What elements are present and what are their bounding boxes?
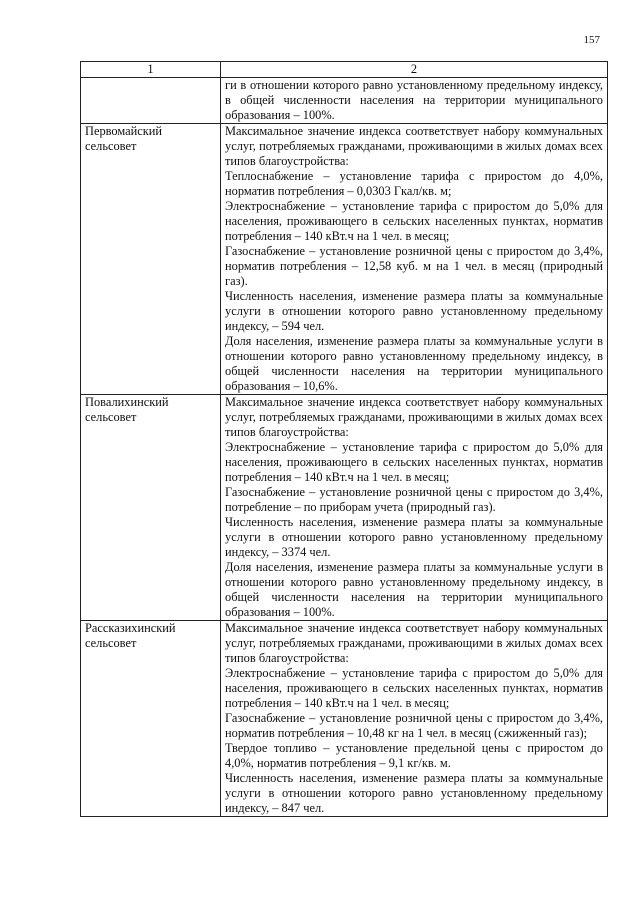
municipality-name: Первомайский сельсовет [81,124,221,395]
table-row [81,395,608,621]
paragraph: Численность населения, изменение размера платы за коммунальные услуги в отношении которого равно установленному предельному индексу, – 594 чел. [225,289,603,333]
paragraph: Численность населения, изменение размера платы за коммунальные услуги в отношении которого равно установленному предельному индексу, – 3374 чел. [225,515,603,559]
paragraph: Электроснабжение – установление тарифа с приростом до 5,0% для населения, проживающего в сельских населенных пунктах, норматив потребления – 140 кВт.ч на 1 чел. в месяц; [225,199,603,243]
row-description [221,78,608,124]
municipality-name: Рассказихинский сельсовет [81,621,221,817]
paragraph: Твердое топливо – установление предельной цены с приростом до 4,0%, норматив потребления – 9,1 кг/кв. м. [225,741,603,770]
paragraph: Доля населения, изменение размера платы за коммунальные услуги в отношении которого равно установленному предельному индексу, в общей численности населения на территории муниципального образования – 100%. [225,560,603,619]
row-description [221,621,608,817]
row-description [221,395,608,621]
document-table [80,61,608,817]
municipality-name [81,78,221,124]
paragraph: Численность населения, изменение размера платы за коммунальные услуги в отношении которого равно установленному предельному индексу, – 847 чел. [225,771,603,815]
paragraph: Максимальное значение индекса соответствует набору коммунальных услуг, потребляемых гражданами, проживающими в жилых домах всех типов благоустройства: [225,124,603,168]
row-description [221,124,608,395]
paragraph: Газоснабжение – установление розничной цены с приростом до 3,4%, норматив потребления – 12,58 куб. м на 1 чел. в месяц (природный газ). [225,244,603,288]
table-row [81,621,608,817]
paragraph: Электроснабжение – установление тарифа с приростом до 5,0% для населения, проживающего в сельских населенных пунктах, норматив потребления – 140 кВт.ч на 1 чел. в месяц; [225,666,603,710]
column-header: 2 [221,62,608,78]
paragraph: ги в отношении которого равно установленному предельному индексу, в общей численности населения на территории муниципального образования – 100%. [225,78,603,122]
column-header: 1 [81,62,221,78]
paragraph: Максимальное значение индекса соответствует набору коммунальных услуг, потребляемых гражданами, проживающими в жилых домах всех типов благоустройства: [225,395,603,439]
paragraph: Доля населения, изменение размера платы за коммунальные услуги в отношении которого равно установленному предельному индексу, в общей численности населения на территории муниципального образования – 10,6%. [225,334,603,393]
paragraph: Газоснабжение – установление розничной цены с приростом до 3,4%, норматив потребления – 10,48 кг на 1 чел. в месяц (сжиженный газ); [225,711,603,740]
table-row [81,124,608,395]
paragraph: Газоснабжение – установление розничной цены с приростом до 3,4%, потребление – по приборам учета (природный газ). [225,485,603,514]
table-row [81,78,608,124]
paragraph: Теплоснабжение – установление тарифа с приростом до 4,0%, норматив потребления – 0,0303 Гкал/кв. м; [225,169,603,198]
table-header-row [81,62,608,78]
municipality-name: Повалихинский сельсовет [81,395,221,621]
paragraph: Максимальное значение индекса соответствует набору коммунальных услуг, потребляемых гражданами, проживающими в жилых домах всех типов благоустройства: [225,621,603,665]
page-number: 157 [583,34,600,46]
paragraph: Электроснабжение – установление тарифа с приростом до 5,0% для населения, проживающего в сельских населенных пунктах, норматив потребления – 140 кВт.ч на 1 чел. в месяц; [225,440,603,484]
